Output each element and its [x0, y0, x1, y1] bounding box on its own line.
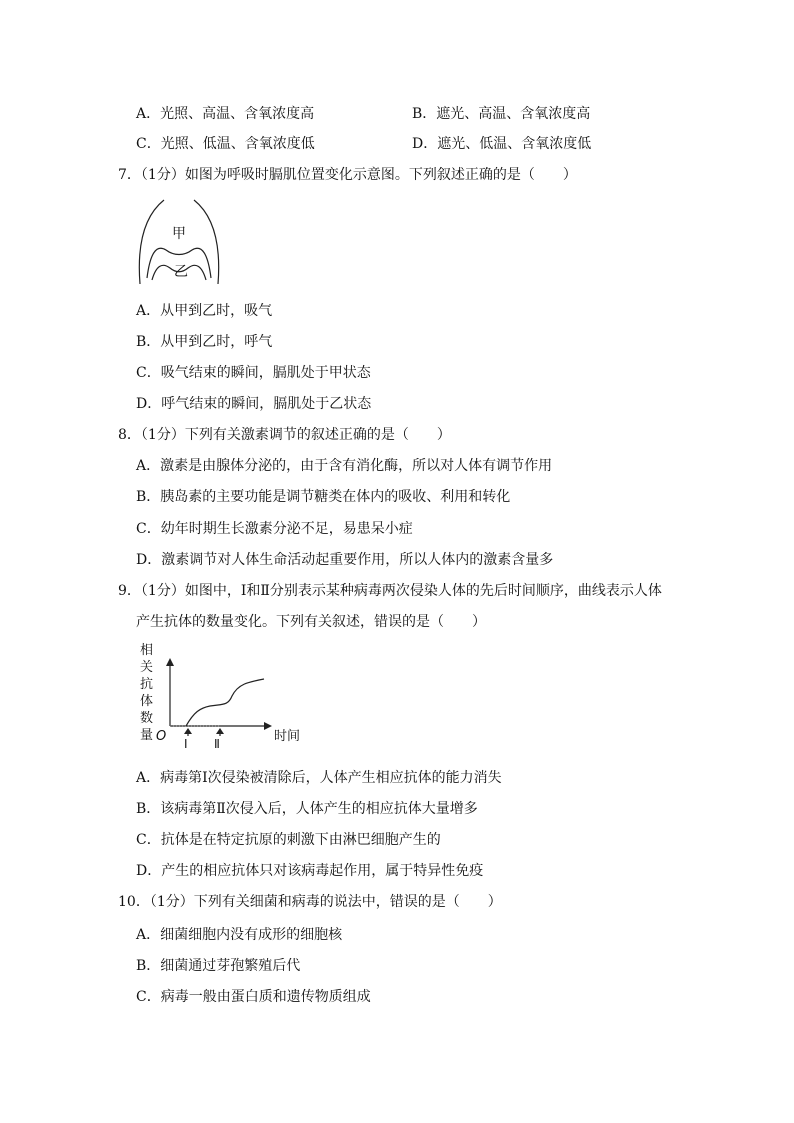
q9-stem-line2: 产生抗体的数量变化。下列有关叙述，错误的是（ ）: [136, 614, 486, 630]
ylabel-char-2: 关: [140, 660, 154, 675]
xlabel: 时间: [274, 729, 301, 744]
marker-2: Ⅱ: [214, 737, 220, 748]
q8-option-c: C．幼年时期生长激素分泌不足，易患呆小症: [136, 521, 413, 537]
q6-option-c: C．光照、低温、含氧浓度低: [136, 136, 315, 152]
q7-option-a: A．从甲到乙时，吸气: [136, 303, 273, 319]
q8-option-d: D．激素调节对人体生命活动起重要作用，所以人体内的激素含量多: [136, 552, 554, 568]
q9-option-d: D．产生的相应抗体只对该病毒起作用，属于特异性免疫: [136, 863, 484, 879]
origin-label: O: [156, 729, 167, 744]
ylabel-char-4: 体: [140, 694, 154, 709]
q9-option-c: C．抗体是在特定抗原的刺激下由淋巴细胞产生的: [136, 832, 441, 848]
figure-label-jia: 甲: [172, 226, 186, 242]
q9-option-a: A．病毒第Ⅰ次侵染被清除后，人体产生相应抗体的能力消失: [136, 770, 502, 786]
q10-stem: 10．（1分）下列有关细菌和病毒的说法中，错误的是（ ）: [118, 894, 502, 910]
q7-stem: 7．（1分）如图为呼吸时膈肌位置变化示意图。下列叙述正确的是（ ）: [118, 167, 577, 183]
q7-option-d: D．呼气结束的瞬间，膈肌处于乙状态: [136, 396, 372, 412]
q6-option-a: A．光照、高温、含氧浓度高: [136, 106, 315, 122]
antibody-graph: [138, 640, 308, 748]
q6-option-d: D．遮光、低温、含氧浓度低: [412, 136, 592, 152]
marker-1: Ⅰ: [184, 737, 188, 748]
q10-option-a: A．细菌细胞内没有成形的细胞核: [136, 927, 343, 943]
antibody-curve: [186, 679, 264, 726]
ylabel-char-6: 量: [140, 728, 154, 743]
figure-label-yi: 乙: [174, 264, 188, 280]
q8-stem: 8．（1分）下列有关激素调节的叙述正确的是（ ）: [118, 427, 451, 443]
q7-option-b: B．从甲到乙时，呼气: [136, 334, 273, 350]
ylabel-char-5: 数: [140, 711, 154, 726]
q6-option-b: B．遮光、高温、含氧浓度高: [412, 106, 591, 122]
q8-option-a: A．激素是由腺体分泌的，由于含有消化酶，所以对人体有调节作用: [136, 458, 553, 474]
diaphragm-figure: [134, 196, 224, 288]
ylabel-char-1: 相: [140, 643, 154, 658]
q9-stem-line1: 9．（1分）如图中，Ⅰ和Ⅱ分别表示某种病毒两次侵染人体的先后时间顺序，曲线表示人体: [118, 583, 662, 599]
ylabel-char-3: 抗: [140, 677, 154, 692]
q8-option-b: B．胰岛素的主要功能是调节糖类在体内的吸收、利用和转化: [136, 489, 511, 505]
q9-option-b: B．该病毒第Ⅱ次侵入后，人体产生的相应抗体大量增多: [136, 801, 478, 817]
q10-option-b: B．细菌通过芽孢繁殖后代: [136, 958, 301, 974]
q7-option-c: C．吸气结束的瞬间，膈肌处于甲状态: [136, 365, 371, 381]
q10-option-c: C．病毒一般由蛋白质和遗传物质组成: [136, 989, 371, 1005]
